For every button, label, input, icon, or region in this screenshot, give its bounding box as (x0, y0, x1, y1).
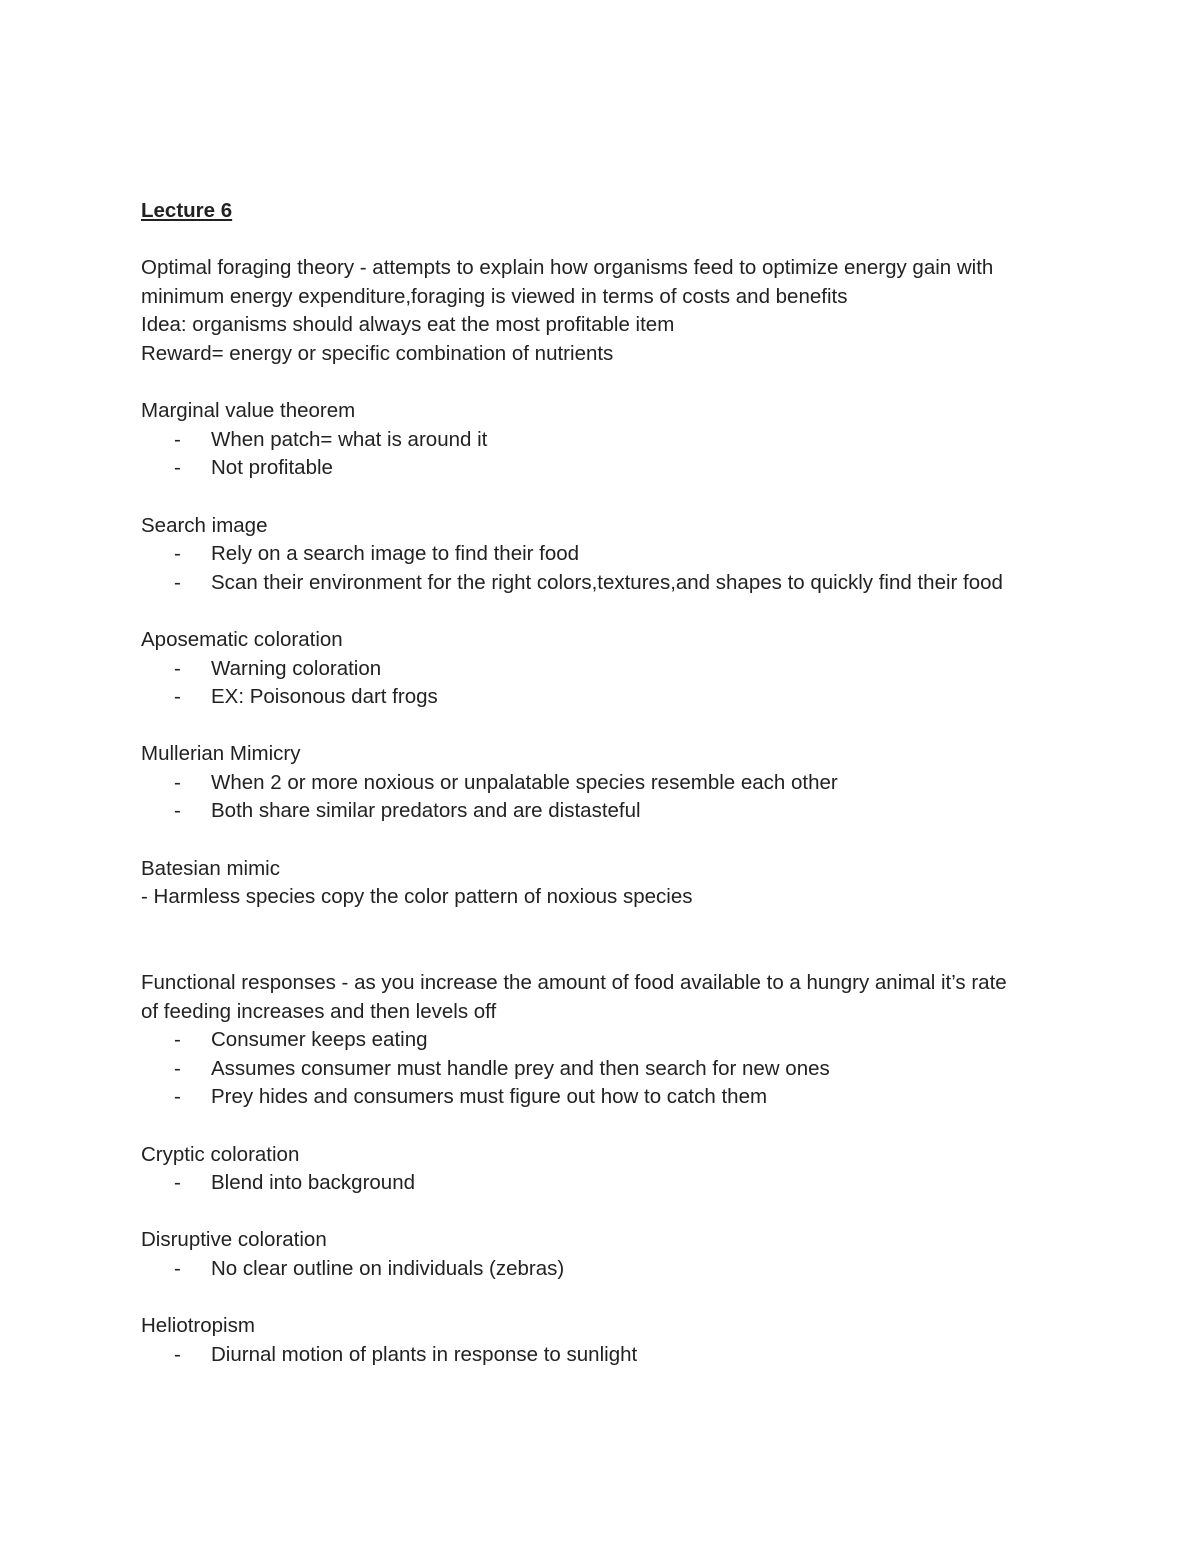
dash-bullet: - (174, 1171, 181, 1195)
dash-bullet: - (174, 1028, 181, 1052)
list-item: - Not profitable (141, 454, 1071, 483)
batesian-line: - Harmless species copy the color pattern of noxious species (141, 885, 693, 909)
dash-bullet: - (174, 570, 181, 594)
document-page (141, 197, 1071, 1369)
section-heading-aposematic: Aposematic coloration (141, 627, 343, 651)
dash-bullet: - (174, 1085, 181, 1109)
section-heading-batesian: Batesian mimic (141, 856, 280, 880)
dash-bullet: - (174, 427, 181, 451)
list-item: - Rely on a search image to find their food (141, 540, 1071, 569)
section-heading-disruptive: Disruptive coloration (141, 1228, 327, 1252)
list-item: - Both share similar predators and are distasteful (141, 797, 1071, 826)
dash-bullet: - (174, 770, 181, 794)
list-item: - Consumer keeps eating (141, 1026, 1071, 1055)
functional-responses-line-2: of feeding increases and then levels off (141, 999, 497, 1023)
dash-bullet: - (174, 656, 181, 680)
dash-bullet: - (174, 1256, 181, 1280)
section-heading-heliotropism: Heliotropism (141, 1314, 255, 1338)
dash-bullet: - (174, 685, 181, 709)
idea-line: Idea: organisms should always eat the most profitable item (141, 313, 675, 337)
optimal-foraging-line-1: Optimal foraging theory - attempts to explain how organisms feed to optimize energy gain with (141, 256, 994, 280)
section-heading-marginal: Marginal value theorem (141, 399, 356, 423)
functional-responses-line-1: Functional responses - as you increase the amount of food available to a hungry animal it’s rate (141, 971, 1007, 995)
optimal-foraging-line-2: minimum energy expenditure,foraging is viewed in terms of costs and benefits (141, 284, 848, 308)
dash-bullet: - (174, 799, 181, 823)
section-heading-mullerian: Mullerian Mimicry (141, 742, 301, 766)
dash-bullet: - (174, 456, 181, 480)
page-title: Lecture 6 (141, 199, 233, 222)
list-item: - Prey hides and consumers must figure out how to catch them (141, 1083, 1071, 1112)
dash-bullet: - (174, 1056, 181, 1080)
section-heading-search: Search image (141, 513, 268, 537)
list-item: - When 2 or more noxious or unpalatable species resemble each other (141, 769, 1071, 798)
list-item: - No clear outline on individuals (zebras) (141, 1255, 1071, 1284)
list-item: - Assumes consumer must handle prey and then search for new ones (141, 1055, 1071, 1084)
list-item: - Diurnal motion of plants in response to sunlight (141, 1341, 1071, 1370)
list-item: - Scan their environment for the right colors,textures,and shapes to quickly find their food (141, 569, 1071, 598)
section-heading-cryptic: Cryptic coloration (141, 1142, 300, 1166)
dash-bullet: - (174, 1342, 181, 1366)
list-item: - When patch= what is around it (141, 426, 1071, 455)
list-item: - EX: Poisonous dart frogs (141, 683, 1071, 712)
list-item: - Warning coloration (141, 655, 1071, 684)
dash-bullet: - (174, 542, 181, 566)
reward-line: Reward= energy or specific combination of nutrients (141, 341, 614, 365)
list-item: - Blend into background (141, 1169, 1071, 1198)
